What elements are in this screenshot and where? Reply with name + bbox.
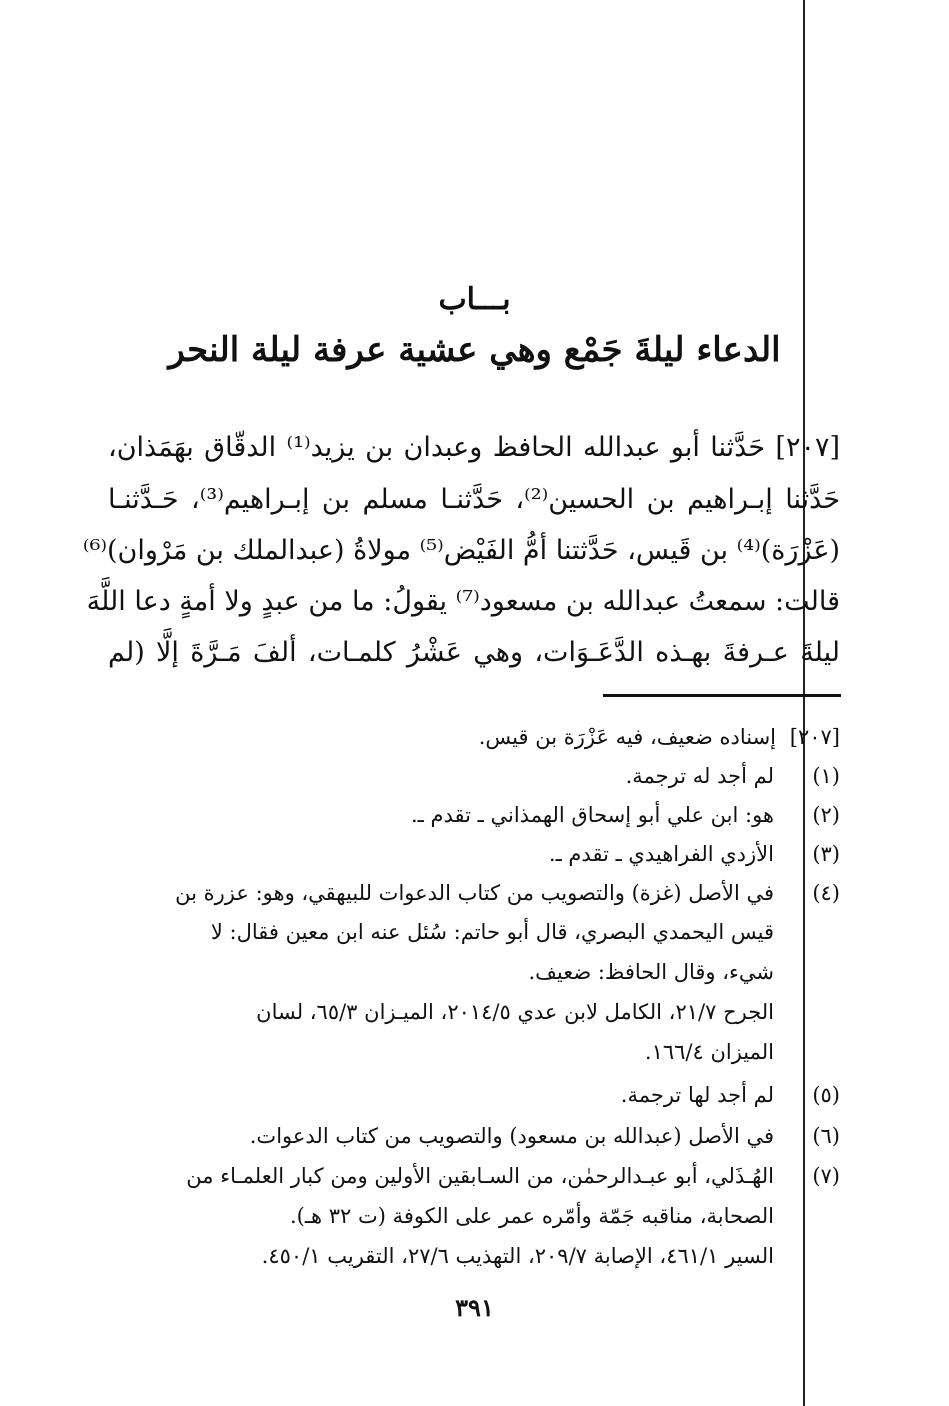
footnote-continuation: قيس اليحمدي البصري، قال أبو حاتم: سُئل عنه ابن معين فقال: لا <box>210 920 774 944</box>
footnote-text: هو: ابن علي أبو إسحاق الهمذاني ـ تقدم ـ. <box>411 803 774 827</box>
footnote-number: (٤) <box>812 881 840 905</box>
footnote-number: [٢٠٧] <box>789 725 840 749</box>
footnote-number: (٢) <box>812 803 840 827</box>
footnote-number: (٧) <box>812 1164 840 1188</box>
footnote-number: (٣) <box>812 842 840 866</box>
footnote-separator <box>603 694 841 697</box>
body-line: [٢٠٧] حَدَّثنا أبو عبدالله الحافظ وعبدان بن يزيد⁽¹⁾ الدقّاق بهَمَذان، <box>108 432 840 463</box>
body-line: حَدَّثنا إبـراهيم بن الحسين⁽²⁾، حَدَّثنـا مسلم بن إبـراهيم⁽³⁾، حَـدَّثنـا <box>108 484 840 515</box>
page-edge-line <box>803 0 805 1406</box>
footnote-continuation: شيء، وقال الحافظ: ضعيف. <box>528 960 774 984</box>
footnote-text: إسناده ضعيف، فيه عَزْرَة بن قيس. <box>478 725 776 749</box>
footnote-continuation: الصحابة، مناقبه جَمّة وأمّره عمر على الكوفة (ت ٣٢ هـ). <box>289 1204 774 1228</box>
footnote-number: (١) <box>812 764 840 788</box>
footnote-text: لم أجد له ترجمة. <box>625 764 774 788</box>
chapter-title: الدعاء ليلةَ جَمْع وهي عشية عرفة ليلة النحر <box>168 330 781 370</box>
footnote-text: الأزدي الفراهيدي ـ تقدم ـ. <box>548 842 774 866</box>
body-line: قالت: سمعتُ عبدالله بن مسعود⁽⁷⁾ يقولُ: ما من عبدٍ ولا أمةٍ دعا اللَّهَ <box>86 586 840 617</box>
footnote-text: في الأصل (عبدالله بن مسعود) والتصويب من كتاب الدعوات. <box>249 1124 774 1148</box>
body-line: ليلةَ عـرفةَ بهـذه الدَّعَـوَات، وهي عَشْرُ كلمـات، ألفَ مَـرَّةَ إلَّا (لم <box>108 637 840 668</box>
chapter-label: بـــاب <box>438 282 511 317</box>
footnote-continuation: السير ٤٦١/١، الإصابة ٢٠٩/٧، التهذيب ٢٧/٦، التقريب ٤٥٠/١. <box>261 1244 774 1268</box>
page-number: ٣٩١ <box>455 1293 494 1322</box>
footnote-text: في الأصل (غزة) والتصويب من كتاب الدعوات للبيهقي، وهو: عزرة بن <box>175 881 774 905</box>
footnote-text: الهُـذَلي، أبو عبـدالرحمٰن، من السـابقين الأولين ومن كبار العلمـاء من <box>186 1164 774 1188</box>
body-line: (عَزْرَة)⁽⁴⁾ بن قَيس، حَدَّثتنا أمُّ الفَيْض⁽⁵⁾ مولاةُ (عبدالملك بن مَرْوان)⁽⁶⁾ <box>82 535 840 566</box>
footnote-continuation: الميزان ١٦٦/٤. <box>644 1040 774 1064</box>
footnote-number: (٦) <box>812 1124 840 1148</box>
footnote-continuation: الجرح ٢١/٧، الكامل لابن عدي ٢٠١٤/٥، الميـزان ٦٥/٣، لسان <box>256 1000 774 1024</box>
footnote-text: لم أجد لها ترجمة. <box>620 1083 774 1107</box>
footnote-number: (٥) <box>812 1083 840 1107</box>
